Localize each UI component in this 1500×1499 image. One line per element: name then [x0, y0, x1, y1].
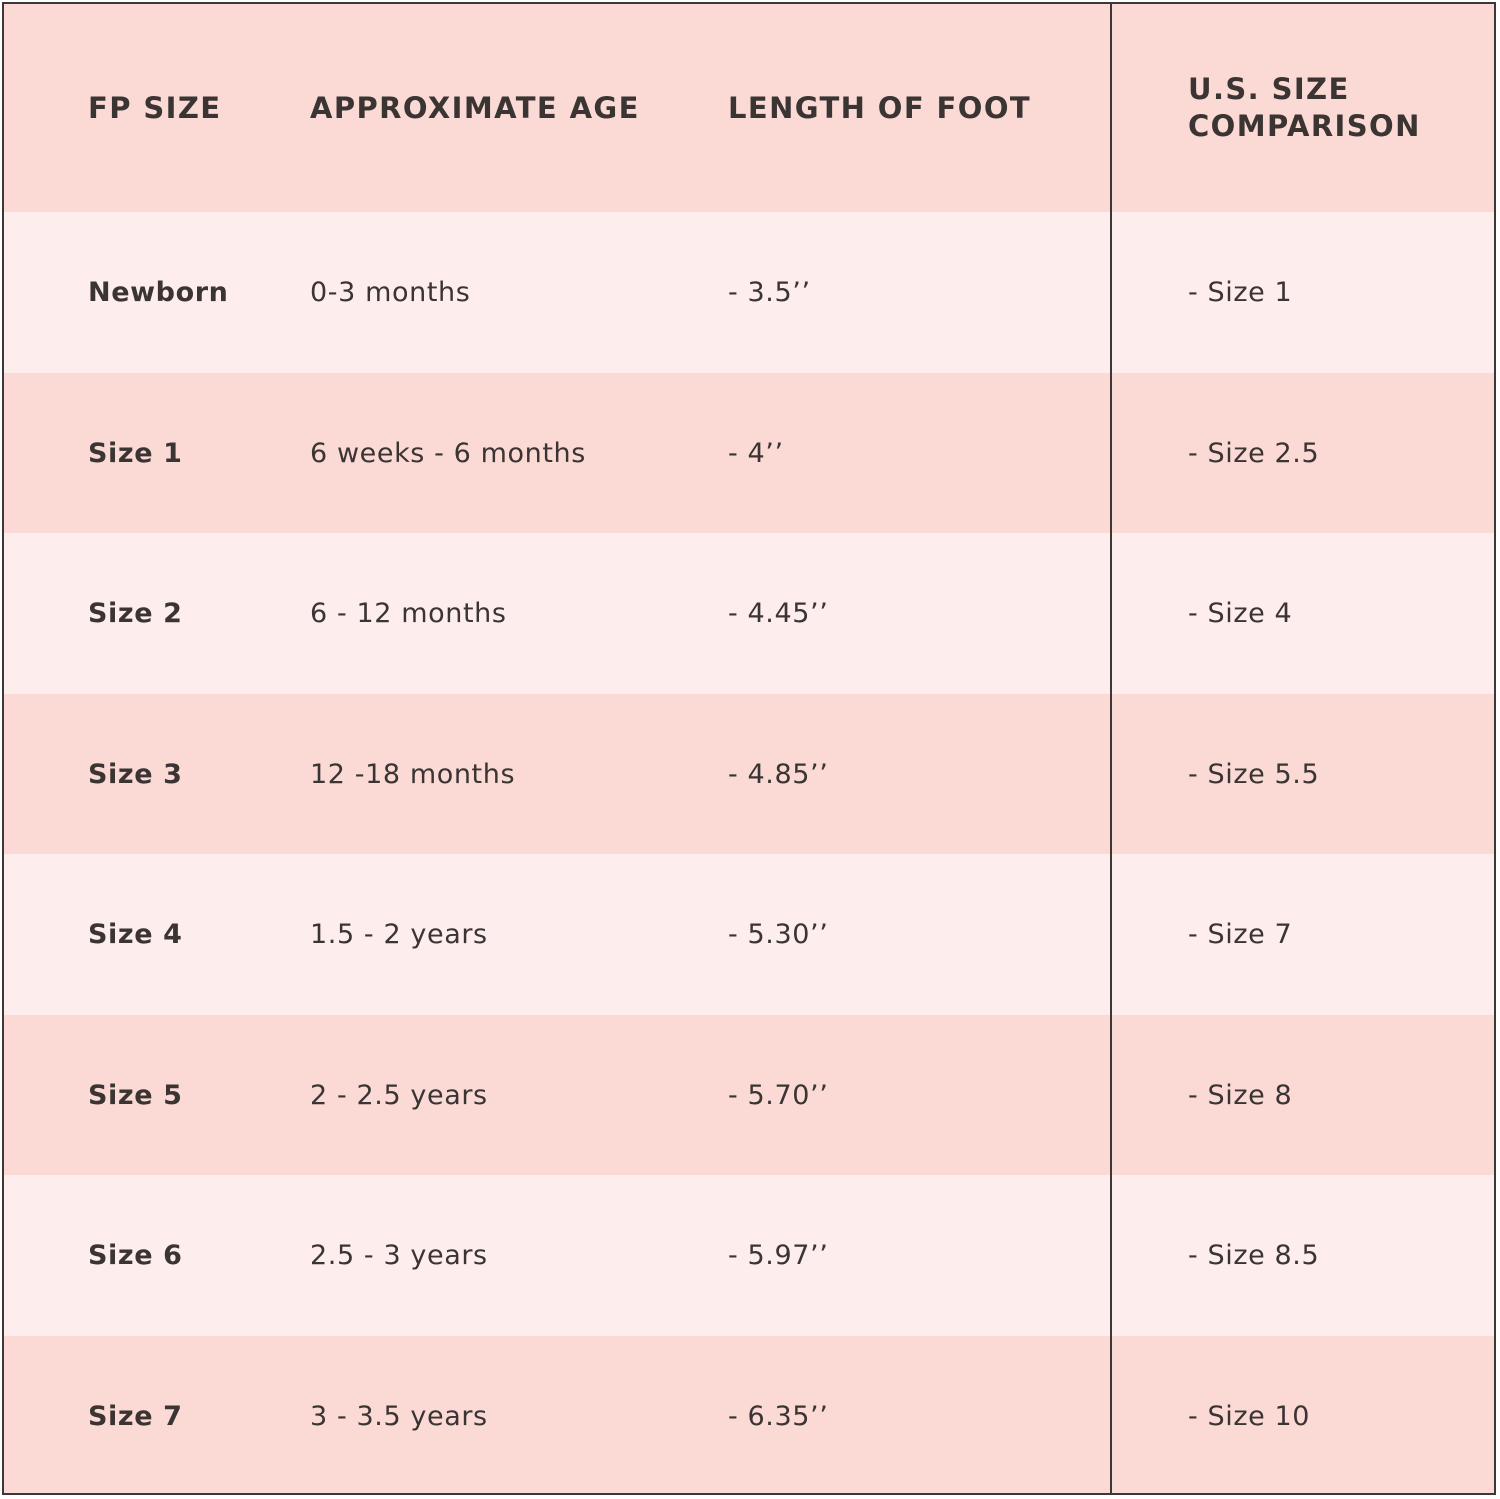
table-row	[4, 212, 1494, 373]
cell-age: 2.5 - 3 years	[310, 1240, 488, 1271]
cell-length: - 5.30’’	[728, 919, 829, 950]
cell-us-size: - Size 4	[1188, 598, 1293, 629]
size-chart-table	[2, 2, 1496, 1495]
table-row	[4, 694, 1494, 854]
cell-fp-size: Size 5	[88, 1079, 183, 1111]
header-length-of-foot: LENGTH OF FOOT	[728, 90, 1032, 125]
header-us-size-comparison: U.S. SIZE COMPARISON	[1188, 72, 1421, 143]
cell-length: - 4.85’’	[728, 758, 829, 790]
table-row	[4, 1336, 1494, 1495]
cell-us-size: - Size 7	[1188, 919, 1293, 950]
cell-us-size: - Size 10	[1188, 1401, 1311, 1432]
table-row	[4, 533, 1494, 694]
cell-us-size: - Size 8.5	[1188, 1240, 1320, 1271]
cell-length: - 4.45’’	[728, 598, 829, 629]
table-row	[4, 373, 1494, 533]
cell-us-size: - Size 5.5	[1188, 758, 1320, 790]
cell-length: - 6.35’’	[728, 1401, 829, 1432]
table-header-row	[4, 4, 1494, 212]
cell-length: - 3.5’’	[728, 277, 811, 308]
cell-length: - 4’’	[728, 437, 784, 469]
table-row	[4, 854, 1494, 1015]
cell-fp-size: Newborn	[88, 277, 229, 308]
column-divider	[1110, 4, 1112, 1493]
cell-age: 1.5 - 2 years	[310, 919, 488, 950]
header-approximate-age: APPROXIMATE AGE	[310, 90, 640, 125]
cell-us-size: - Size 2.5	[1188, 437, 1320, 469]
table-row	[4, 1015, 1494, 1175]
cell-us-size: - Size 8	[1188, 1079, 1293, 1111]
cell-fp-size: Size 3	[88, 758, 183, 790]
cell-fp-size: Size 2	[88, 598, 183, 629]
table-row	[4, 1175, 1494, 1336]
cell-age: 0-3 months	[310, 277, 471, 308]
cell-length: - 5.70’’	[728, 1079, 829, 1111]
cell-age: 6 weeks - 6 months	[310, 437, 586, 469]
cell-age: 6 - 12 months	[310, 598, 507, 629]
cell-age: 2 - 2.5 years	[310, 1079, 488, 1111]
cell-fp-size: Size 4	[88, 919, 183, 950]
cell-us-size: - Size 1	[1188, 277, 1293, 308]
header-fp-size: FP SIZE	[88, 90, 222, 125]
cell-length: - 5.97’’	[728, 1240, 829, 1271]
cell-fp-size: Size 6	[88, 1240, 183, 1271]
cell-age: 3 - 3.5 years	[310, 1401, 488, 1432]
cell-age: 12 -18 months	[310, 758, 516, 790]
cell-fp-size: Size 7	[88, 1401, 183, 1432]
cell-fp-size: Size 1	[88, 437, 183, 469]
